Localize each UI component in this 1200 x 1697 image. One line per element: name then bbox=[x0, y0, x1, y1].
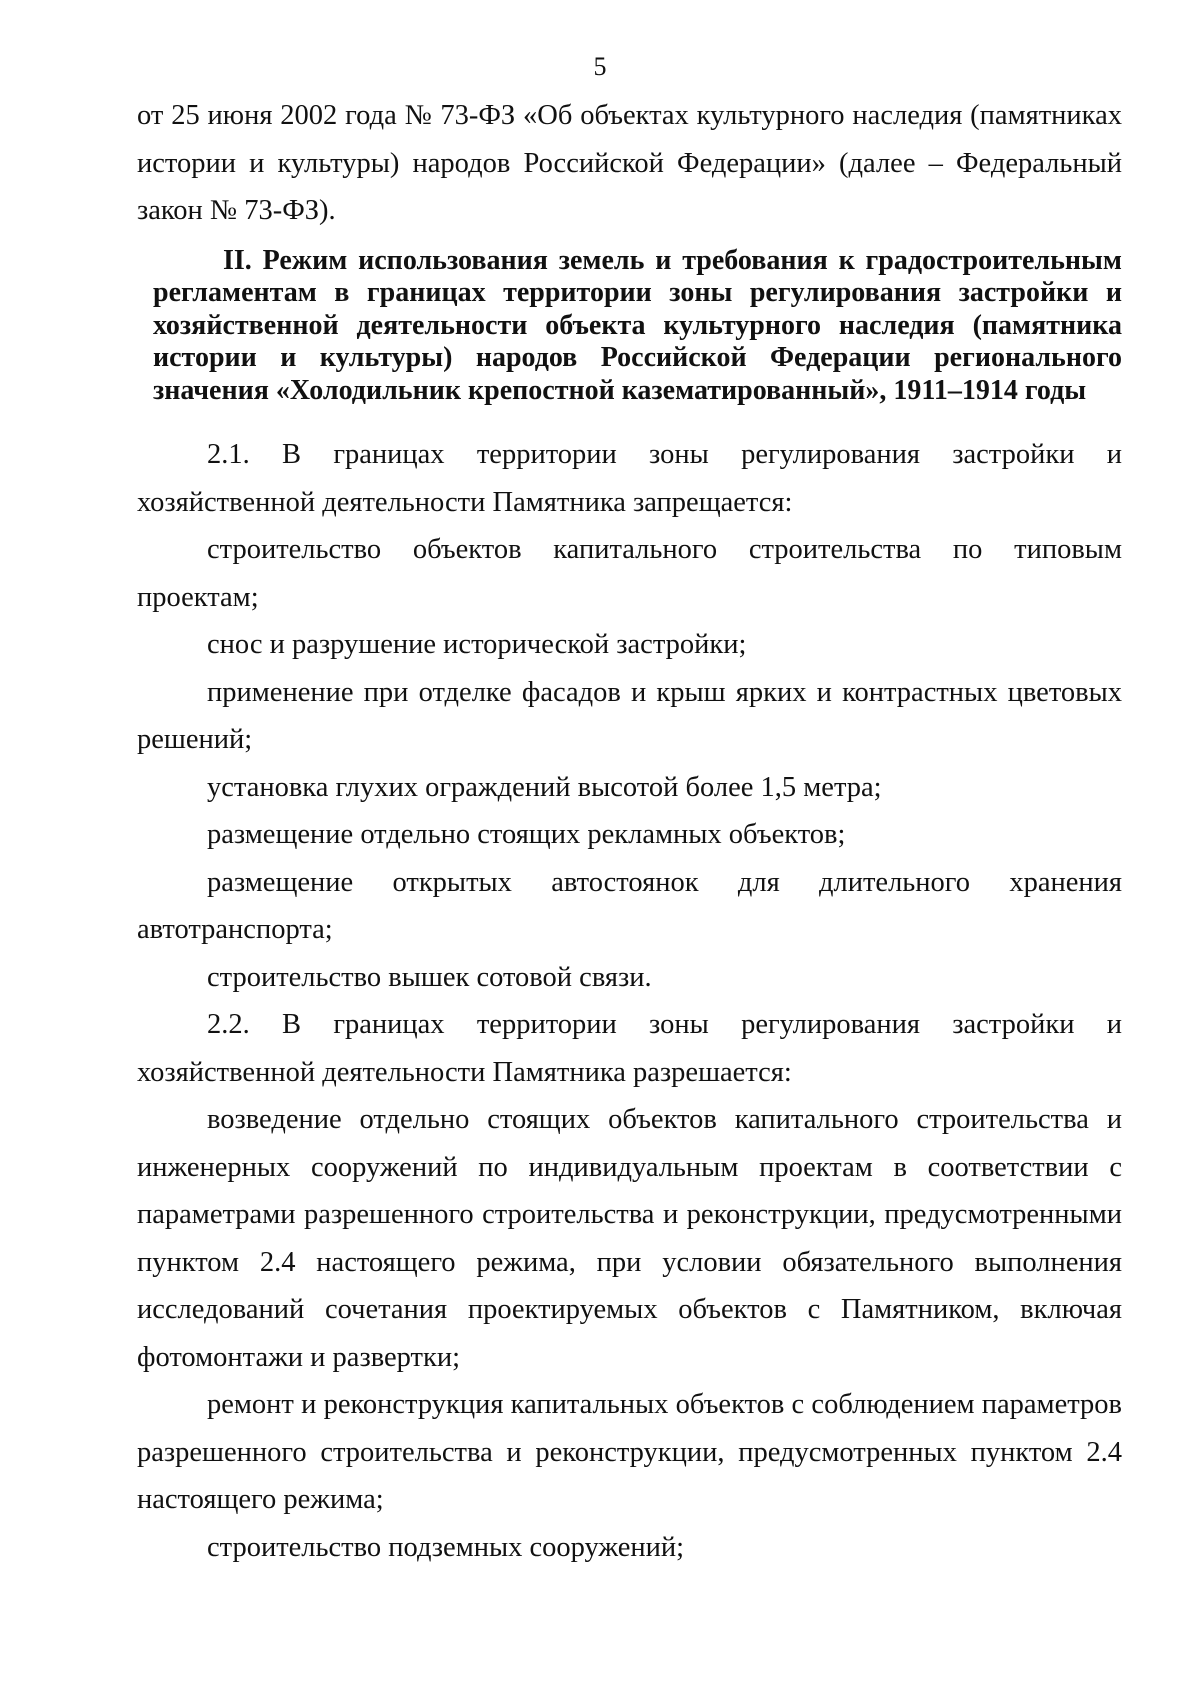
list-item: применение при отделке фасадов и крыш ярких и контрастных цветовых решений; bbox=[137, 676, 1122, 755]
list-item: снос и разрушение исторической застройки; bbox=[207, 629, 747, 660]
section-heading: II. Режим использования земель и требования к градостроительным регламентам в границах территории зоны регулирования застройки и хозяйственной деятельности объекта культурного наследия (памятника истории и культуры) народов Российской Федерации регионального значения «Холодильник крепостной казематированный», 1911–1914 годы bbox=[153, 244, 1122, 406]
list-item: размещение открытых автостоянок для длительного хранения автотранспорта; bbox=[137, 866, 1122, 945]
list-item: возведение отдельно стоящих объектов капитального строительства и инженерных сооружений по индивидуальным проектам в соответствии с параметрами разрешенного строительства и реконструкции, предусмотренными пунктом 2.4 настоящего режима, при условии обязательного выполнения исследований сочетания проектируемых объектов с Памятником, включая фотомонтажи и развертки; bbox=[137, 1104, 1122, 1373]
clause-2-2-intro: 2.2. В границах территории зоны регулирования застройки и хозяйственной деятельности Памятника разрешается: bbox=[137, 1009, 1122, 1088]
list-item: строительство вышек сотовой связи. bbox=[207, 961, 652, 993]
list-item: ремонт и реконструкция капитальных объектов с соблюдением параметров разрешенного строительства и реконструкции, предусмотренных пунктом 2.4 настоящего режима; bbox=[137, 1389, 1122, 1515]
list-item: размещение отдельно стоящих рекламных объектов; bbox=[207, 819, 846, 850]
list-item: строительство подземных сооружений; bbox=[207, 1531, 685, 1563]
paragraph-law-reference: от 25 июня 2002 года № 73-ФЗ «Об объектах культурного наследия (памятниках истории и культуры) народов Российской Федерации» (далее – Федеральный закон № 73-ФЗ). bbox=[137, 100, 1122, 226]
page-number: 5 bbox=[593, 52, 607, 81]
spacer bbox=[137, 417, 1122, 431]
clause-2-1-intro: 2.1. В границах территории зоны регулирования застройки и хозяйственной деятельности Памятника запрещается: bbox=[137, 439, 1122, 518]
list-item: установка глухих ограждений высотой более 1,5 метра; bbox=[207, 771, 882, 803]
list-item: строительство объектов капитального строительства по типовым проектам; bbox=[137, 534, 1122, 613]
document-body bbox=[137, 92, 1122, 1571]
